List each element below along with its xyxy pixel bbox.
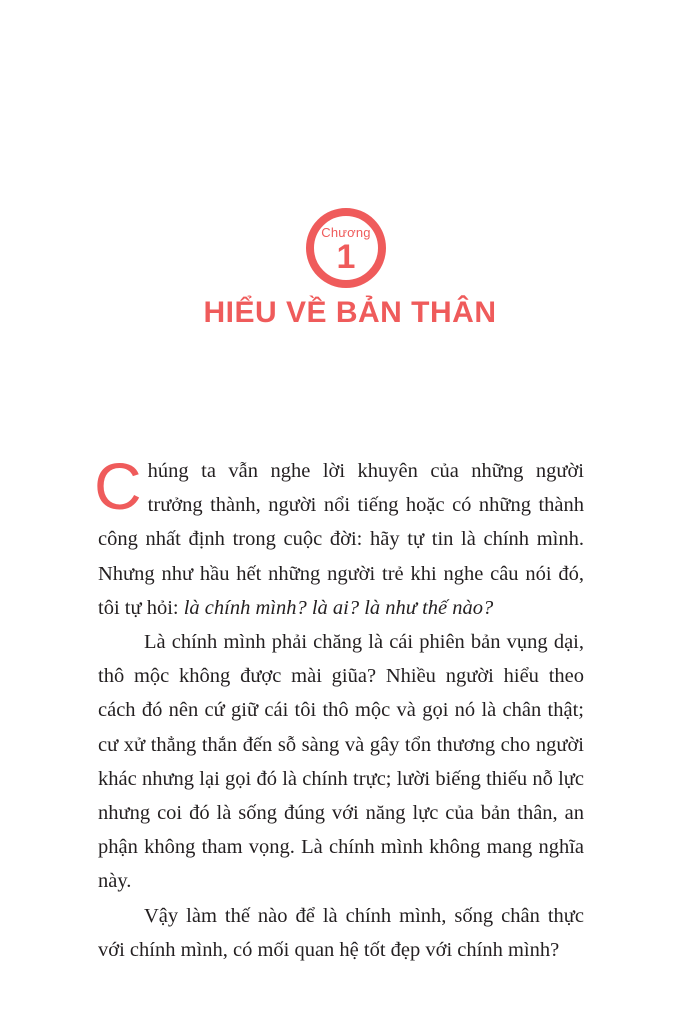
paragraph-1-italic: là chính mình? là ai? là như thế nào?	[183, 596, 494, 619]
chapter-title: HIỂU VỀ BẢN THÂN	[203, 296, 497, 329]
drop-cap: C	[94, 449, 142, 523]
body-text	[94, 449, 584, 967]
paragraph-1-text: húng ta vẫn nghe lời khuyên của những người trưởng thành, người nổi tiếng hoặc có những thành công nhất định trong cuộc đời: hãy tự tin là chính mình. Nhưng như hầu hết những người trẻ khi nghe câu nói đó, tôi tự hỏi:	[98, 460, 584, 619]
chapter-label: Chương	[321, 225, 371, 240]
paragraph-3: Vậy làm thế nào để là chính mình, sống chân thực với chính mình, có mối quan hệ tốt đẹp với chính mình?	[98, 904, 584, 961]
paragraph-2: Là chính mình phải chăng là cái phiên bản vụng dại, thô mộc không được mài giũa? Nhiều người hiểu theo cách đó nên cứ giữ cái tôi thô mộc và gọi nó là chân thật; cư xử thẳng thắn đến sỗ sàng và gây tổn thương cho người khác nhưng lại gọi đó là chính trực; lười biếng thiếu nỗ lực nhưng coi đó là sống đúng với năng lực của bản thân, an phận không tham vọng. Là chính mình không mang nghĩa này.	[98, 631, 584, 893]
chapter-badge	[306, 208, 386, 288]
chapter-number: 1	[336, 238, 356, 276]
paragraph-1	[94, 449, 584, 625]
